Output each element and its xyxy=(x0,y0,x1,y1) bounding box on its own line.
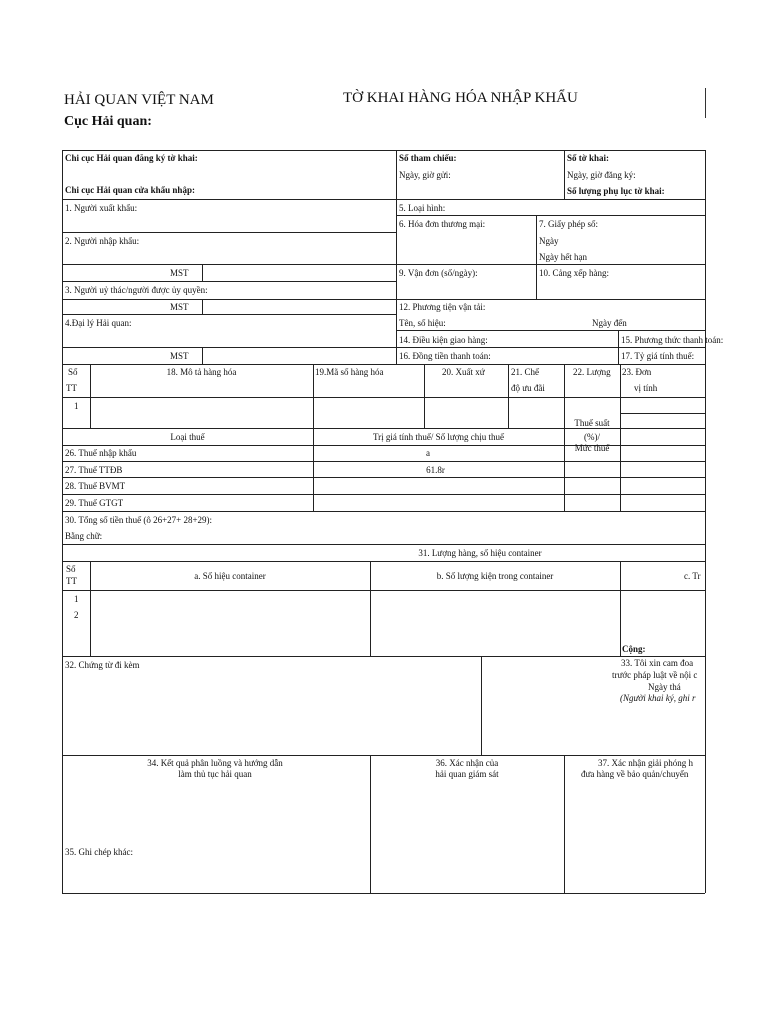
grid-line xyxy=(62,314,396,315)
grid-line xyxy=(424,364,425,428)
field-supervision-confirmation: 36. Xác nhận của xyxy=(435,758,499,768)
field-importer: 2. Người nhập khẩu: xyxy=(65,236,140,246)
field-bill-of-lading: 9. Vận đơn (số/ngày): xyxy=(399,268,478,278)
field-channel-result: làm thủ tục hải quan xyxy=(178,769,252,779)
grid-line xyxy=(62,150,705,151)
row-import-tax: 26. Thuế nhập khẩu xyxy=(65,448,137,458)
grid-line xyxy=(396,330,705,331)
goods-row-number: 1 xyxy=(74,401,79,411)
col-goods-description: 18. Mô tả hàng hóa xyxy=(166,367,237,377)
col-tax-type: Loại thuế xyxy=(170,432,205,442)
special-consumption-tax-value: 61.8r xyxy=(426,465,445,475)
field-license-number: 7. Giấy phép số: xyxy=(539,219,598,229)
field-loading-port: 10. Cảng xếp hàng: xyxy=(539,268,609,278)
grid-line xyxy=(62,477,705,478)
grid-line xyxy=(508,364,509,428)
field-payment-currency: 16. Đồng tiền thanh toán: xyxy=(399,351,491,361)
form-title: TỜ KHAI HÀNG HÓA NHẬP KHẨU xyxy=(343,90,578,106)
field-transport-vehicle: 12. Phương tiện vận tải: xyxy=(399,302,486,312)
grid-line xyxy=(620,364,621,428)
grid-line xyxy=(62,590,705,591)
grid-line xyxy=(620,413,705,414)
col-container-seq: Số xyxy=(66,564,76,574)
field-attached-documents: 32. Chứng từ đi kèm xyxy=(65,660,140,670)
field-arrival-date: Ngày đến xyxy=(592,318,627,328)
grid-line xyxy=(202,264,203,281)
col-container-number: a. Số hiệu container xyxy=(194,571,266,581)
field-exporter: 1. Người xuất khẩu: xyxy=(65,203,138,213)
grid-line xyxy=(202,299,203,314)
field-license-expiry: Ngày hết hạn xyxy=(539,252,587,262)
grid-line xyxy=(202,347,203,364)
row-special-consumption-tax: 27. Thuế TTĐB xyxy=(65,465,123,475)
col-hs-code: 19.Mã số hàng hóa xyxy=(315,367,384,377)
field-vehicle-name: Tên, số hiệu: xyxy=(399,318,446,328)
customs-org-name: HẢI QUAN VIỆT NAM xyxy=(64,92,214,108)
col-tax-rate: Mức thuế xyxy=(574,443,610,453)
grid-line xyxy=(564,150,565,199)
grid-line xyxy=(62,232,396,233)
grid-line xyxy=(396,150,397,364)
grid-line xyxy=(620,428,621,511)
field-channel-result: 34. Kết quả phân luồng và hướng dẫn xyxy=(147,758,283,768)
declarant-commitment: 33. Tôi xin cam đoa xyxy=(621,658,694,668)
label-tax-code: MST xyxy=(170,351,189,361)
container-total-label: Cộng: xyxy=(622,644,646,654)
col-unit: 23. Đơn xyxy=(622,367,652,377)
grid-line xyxy=(313,364,314,428)
grid-line xyxy=(62,264,705,265)
grid-line xyxy=(62,347,705,348)
field-license-date: Ngày xyxy=(539,236,559,246)
field-release-confirmation: đưa hàng về bảo quản/chuyển xyxy=(581,769,689,779)
declarant-date: Ngày thá xyxy=(648,682,681,692)
grid-line xyxy=(62,150,63,893)
label-tax-code: MST xyxy=(170,268,189,278)
col-unit: vị tính xyxy=(634,383,658,393)
grid-line xyxy=(62,511,705,512)
grid-line xyxy=(62,364,705,365)
field-supervision-confirmation: hải quan giám sát xyxy=(435,769,499,779)
field-customs-agent: 4.Đại lý Hải quan: xyxy=(65,318,132,328)
declarant-commitment: trước pháp luật về nội c xyxy=(612,670,698,680)
col-taxable-value: Trị giá tính thuế/ Số lượng chịu thuế xyxy=(372,432,505,442)
grid-line xyxy=(62,893,705,894)
grid-line xyxy=(62,755,705,756)
field-exchange-rate: 17. Tỷ giá tính thuế: xyxy=(621,351,695,361)
grid-line xyxy=(481,656,482,755)
field-reference-number: Số tham chiếu: xyxy=(399,153,457,163)
grid-line xyxy=(396,215,705,216)
col-preference: độ ưu đãi xyxy=(511,383,545,393)
customs-dept-label: Cục Hải quan: xyxy=(64,114,152,129)
declarant-signature-note: (Người khai ký, ghi r xyxy=(620,693,696,703)
label-tax-code: MST xyxy=(170,302,189,312)
field-release-confirmation: 37. Xác nhận giải phóng h xyxy=(598,758,693,768)
field-commercial-invoice: 6. Hóa đơn thương mại: xyxy=(399,219,486,229)
row-vat: 29. Thuế GTGT xyxy=(65,498,124,508)
field-total-tax: 30. Tổng số tiền thuế (ô 26+27+ 28+29): xyxy=(65,515,213,525)
field-amount-in-words: Bằng chữ: xyxy=(65,531,103,541)
col-seq-no: TT xyxy=(66,383,77,393)
grid-line xyxy=(62,544,705,545)
import-tax-value: a xyxy=(426,448,430,458)
field-appendix-count: Số lượng phụ lục tờ khai: xyxy=(567,186,665,196)
grid-line xyxy=(62,461,705,462)
grid-line xyxy=(62,494,705,495)
grid-line xyxy=(620,561,621,656)
field-authorized-party: 3. Người uỷ thác/người được ủy quyền: xyxy=(65,285,208,295)
field-border-branch: Chi cục Hải quan cửa khẩu nhập: xyxy=(65,185,195,195)
col-seq-no: Số xyxy=(68,367,78,377)
grid-line xyxy=(62,299,705,300)
grid-line xyxy=(564,755,565,893)
grid-line xyxy=(62,656,705,657)
field-delivery-terms: 14. Điều kiện giao hàng: xyxy=(399,335,488,345)
row-environment-tax: 28. Thuế BVMT xyxy=(65,481,126,491)
grid-line xyxy=(618,330,619,364)
grid-line xyxy=(536,215,537,299)
container-row-number: 1 xyxy=(74,594,79,604)
field-payment-method: 15. Phương thức thanh toán: xyxy=(621,335,724,345)
col-tax-rate: (%)/ xyxy=(584,432,600,442)
grid-line xyxy=(705,150,706,893)
grid-line xyxy=(62,397,705,398)
col-origin: 20. Xuất xứ xyxy=(442,367,485,377)
field-import-type: 5. Loại hình: xyxy=(399,203,446,213)
grid-line xyxy=(62,561,705,562)
field-registration-datetime: Ngày, giờ đăng ký: xyxy=(567,170,636,180)
grid-line xyxy=(62,199,705,200)
col-container-seq: TT xyxy=(66,576,77,586)
col-quantity: 22. Lượng xyxy=(573,367,611,377)
col-preference: 21. Chế xyxy=(511,367,539,377)
field-send-datetime: Ngày, giờ gửi: xyxy=(399,170,451,180)
section-container-quantity: 31. Lượng hàng, số hiệu container xyxy=(418,548,542,558)
grid-line xyxy=(62,281,396,282)
field-other-notes: 35. Ghi chép khác: xyxy=(65,847,133,857)
container-row-number: 2 xyxy=(74,610,79,620)
col-tax-rate: Thuế suất xyxy=(574,418,610,428)
field-declaration-number: Số tờ khai: xyxy=(567,153,609,163)
col-package-count: b. Số lượng kiện trong container xyxy=(436,571,554,581)
col-container-weight: c. Tr xyxy=(684,571,701,581)
field-registering-branch: Chi cục Hải quan đăng ký tờ khai: xyxy=(65,153,198,163)
